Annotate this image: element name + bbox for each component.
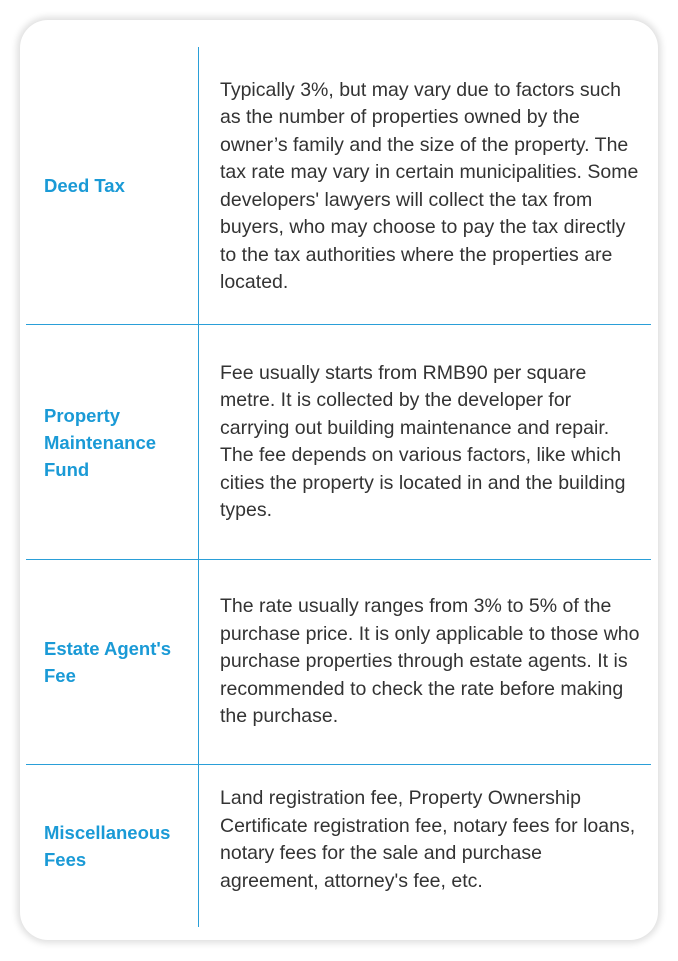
table-row: [26, 47, 651, 324]
fee-description-cell: [198, 325, 651, 559]
table-row: [26, 324, 651, 559]
fee-description-estate-agents-fee: The rate usually ranges from 3% to 5% of the purchase price. It is only applicable to those who purchase properties through estate agents. It is recommended to check the rate before making the purchase.: [220, 595, 640, 728]
fees-table: [26, 47, 651, 927]
table-row: [26, 764, 651, 927]
fee-label-estate-agents-fee: Estate Agent's Fee: [44, 638, 172, 686]
fee-description-cell: [198, 47, 651, 324]
fee-description-deed-tax: Typically 3%, but may vary due to factors such as the number of properties owned by the owner’s family and the size of the property. The tax rate may vary in certain municipalities. Some developers' lawyers will collect the tax from buyers, who may choose to pay the tax directly to the tax authorities where the properties are located.: [220, 78, 639, 293]
table-row: [26, 559, 651, 764]
fee-label-deed-tax: Deed Tax: [44, 175, 125, 196]
fee-label-property-maintenance-fund: Property Maintenance Fund: [44, 404, 157, 480]
fee-description-miscellaneous-fees: Land registration fee, Property Ownership Certificate registration fee, notary fees for loans, notary fees for the sale and purchase agreement, attorney's fee, etc.: [220, 787, 636, 892]
fee-description-cell: [198, 765, 651, 927]
fee-description-cell: [198, 560, 651, 764]
fee-description-property-maintenance-fund: Fee usually starts from RMB90 per square metre. It is collected by the developer for carrying out building maintenance and repair. The fee depends on various factors, like which cities the property is located in and the building types.: [220, 361, 626, 521]
fees-card: [20, 20, 658, 940]
fee-label-miscellaneous-fees: Miscellaneous Fees: [44, 822, 171, 870]
